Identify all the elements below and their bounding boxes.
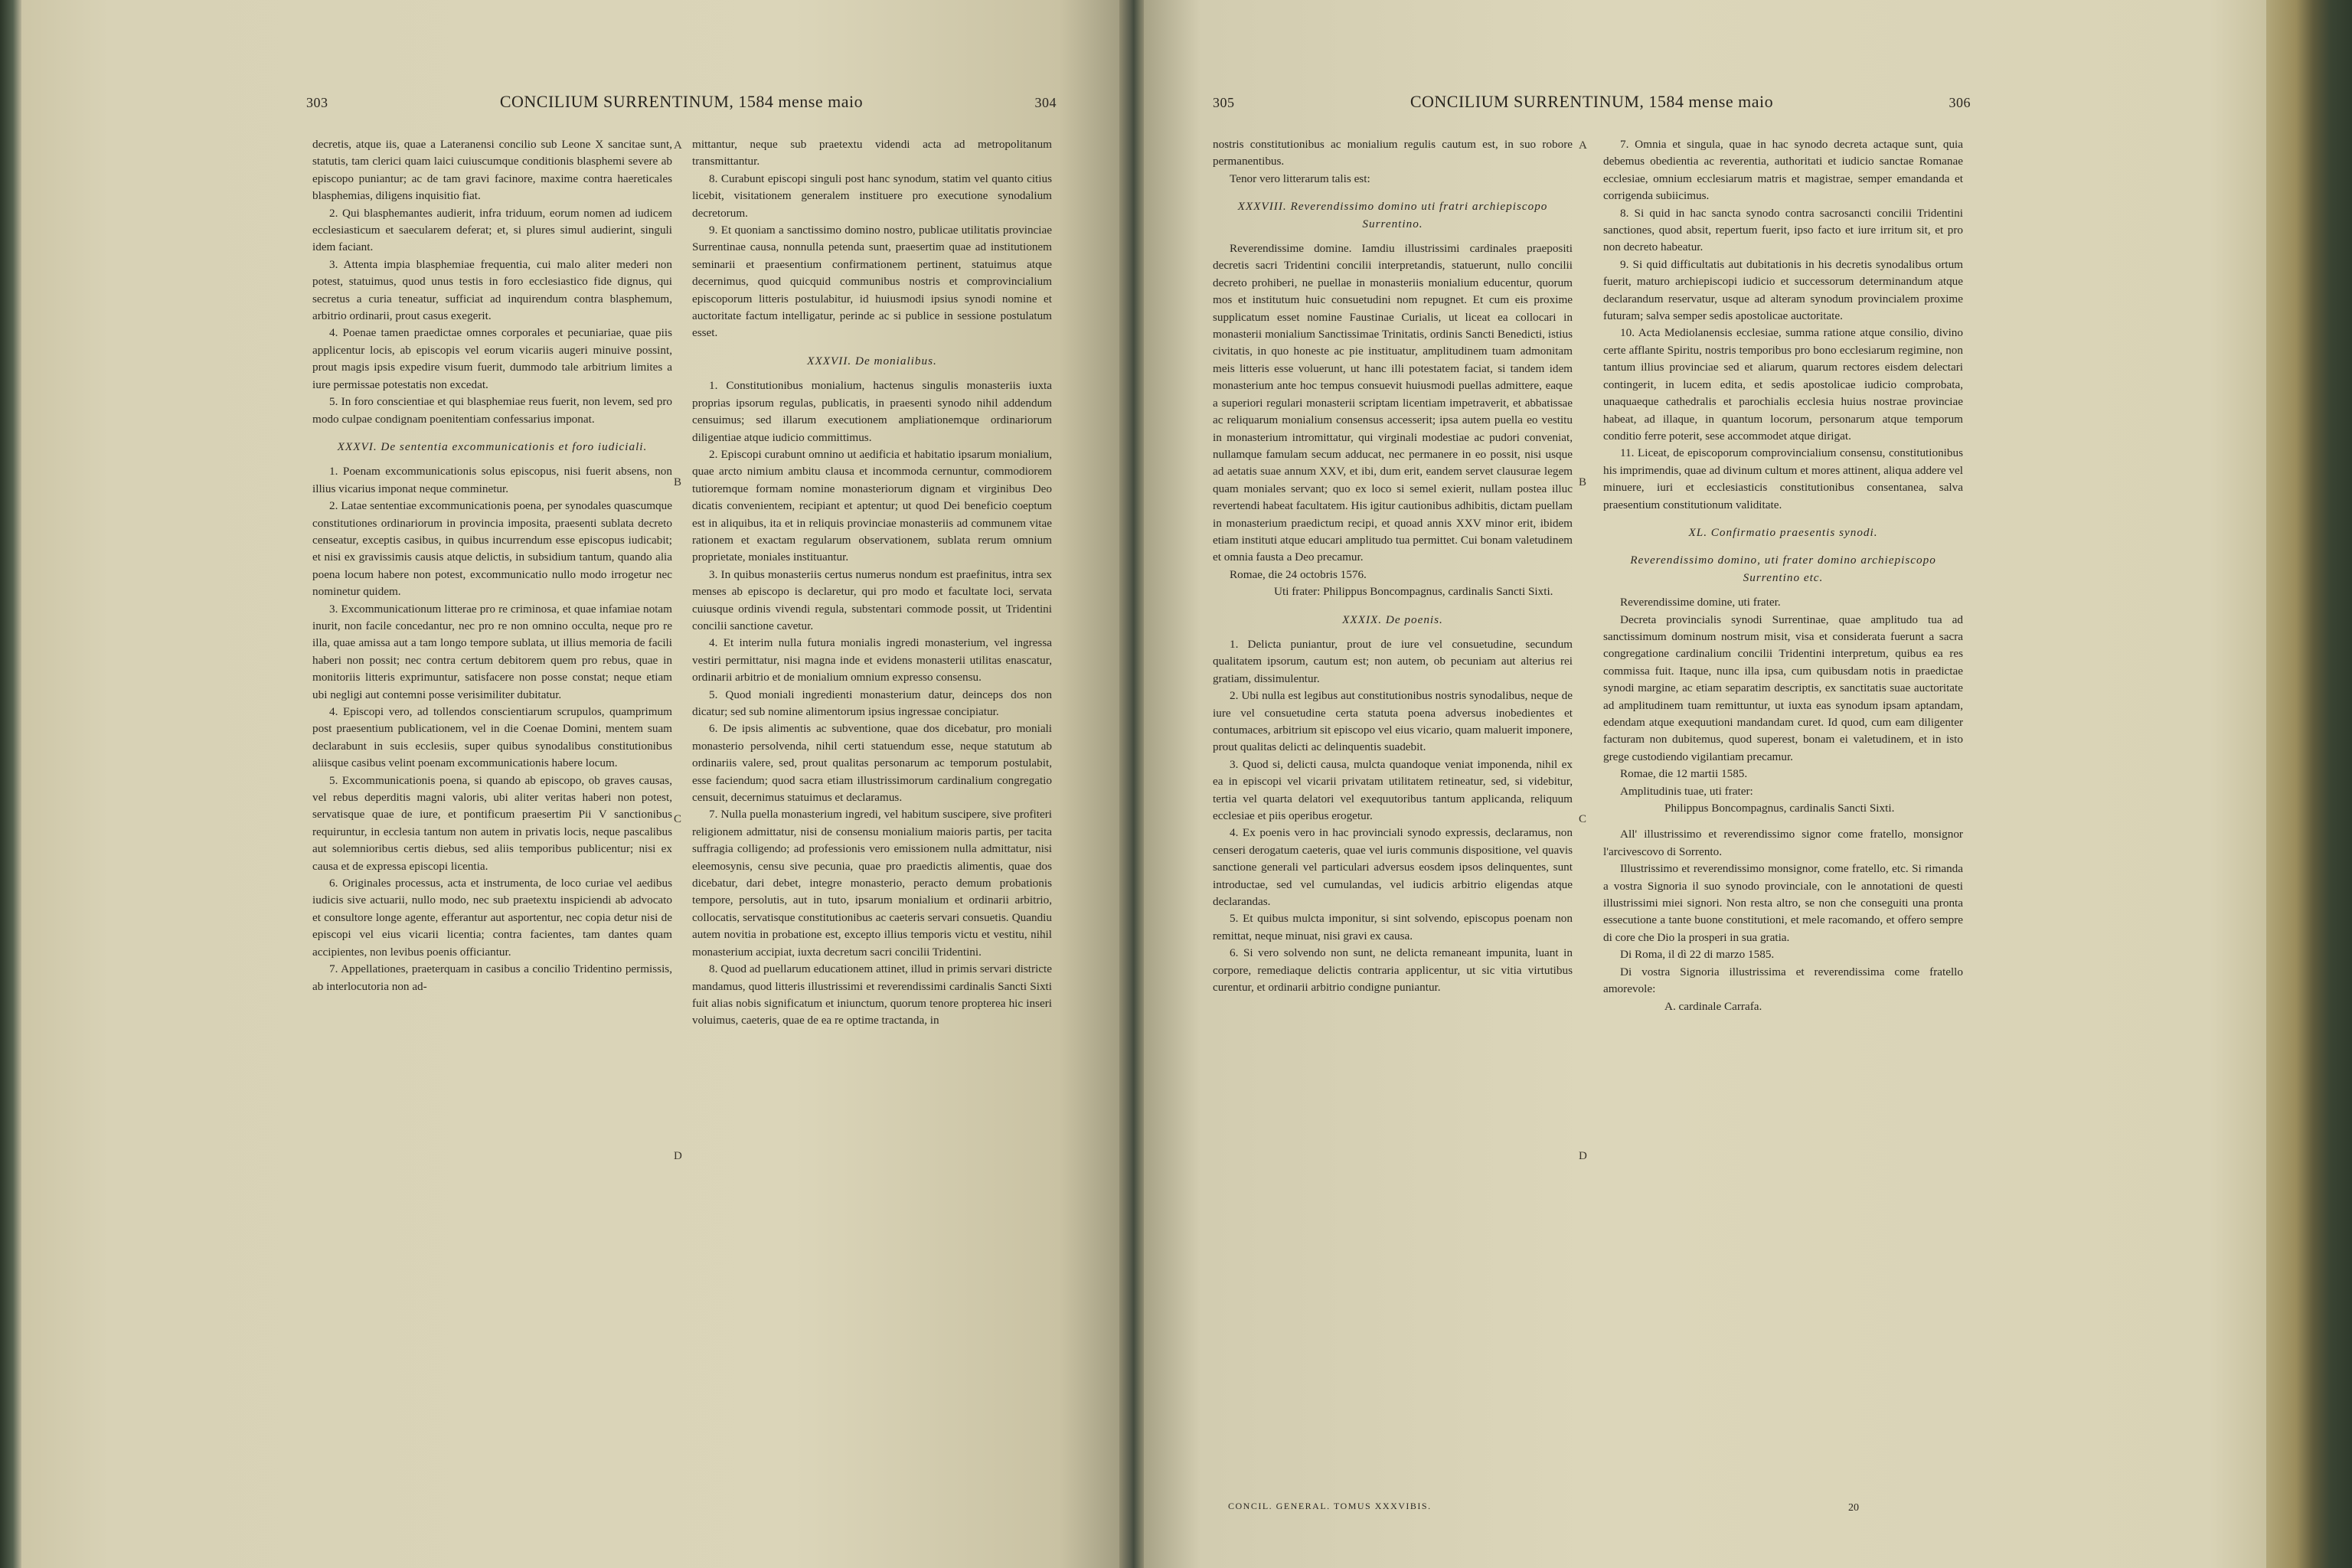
- paragraph: 5. Quod moniali ingredienti monasterium datur, deinceps dos non dicatur; sed sub nomine alimentorum ipsius ingressae concipiatur.: [692, 688, 1052, 718]
- section-heading: XL. Confirmatio praesentis synodi.: [1688, 525, 1878, 539]
- paragraph: 7. Nulla puella monasterium ingredi, vel habitum suscipere, sive profiteri religionem admittatur, nisi de consensu monialium maioris partis, per tacita suffragia colligendo; ad professionis vero emissionem nulla admittatur, nisi eleemosynis, censu sive pecunia, quae pro praedictis alimentis, quae dos dicebatur, dari debet, integre monasterio, peracto demum probationis tempore, persolutis, aut in tuto, ipsarum monialium et ordinarii arbitrio, collocatis, servatisque constitutionibus ac caeteris servari consuetis. Quandiu autem novitia in probatione est, excepto illius temporis victu et vestitu, nihil monasterium accipiat, iuxta decretum sacri concilii Tridentini.: [692, 808, 1052, 959]
- paragraph: Decreta provincialis synodi Surrentinae, quae amplitudo tua ad sanctissimum dominum nostrum misit, visa et considerata fuerunt a sacra congregatione cardinalium concilii Tridentini interpretum, quibus ea res commissa fuit. Itaque, nunc illa ipsa, cum quibusdam notis in praedictae synodi margine, ac etiam separatim descriptis, ex sanctitatis suae auctoritate ad amplitudinem tuam remittuntur, ut iuxta eas synodum ipsam aptandam, edendam atque exequutioni mandandam curet. Id quod, cum eam diligenter facturam non dubitemus, quod superest, bonam ei valetudinem, et in isto grege custodiendo vigilantiam precamur.: [1603, 612, 1963, 763]
- margin-marker-c: C: [1579, 813, 1587, 825]
- margin-marker-d: D: [674, 1150, 682, 1162]
- running-title: CONCILIUM SURRENTINUM, 1584 mense maio: [1410, 92, 1774, 111]
- paragraph: 1. Constitutionibus monialium, hactenus singulis monasteriis iuxta proprias ipsorum regulas, publicatis, in praesenti synodo nihil addendum censuimus; sed illarum executionem ampliationemque ordinariorum diligentiae atque iudicio committimus.: [692, 379, 1052, 444]
- paragraph: 1. Poenam excommunicationis solus episcopus, nisi fuerit absens, non illius vicarius imponat neque comminetur.: [312, 465, 672, 495]
- paragraph: 6. De ipsis alimentis ac subventione, quae dos dicebatur, pro moniali monasterio persolvenda, nihil certi statuendum esse, neque statutum ab ordinariis valere, sed, prout qualitas personarum ac temporum postulabit, esse faciendum; quod sacra etiam illustrissimorum cardinalium congregatio censuit, decernimus statuimus et declaramus.: [692, 722, 1052, 805]
- margin-marker-c: C: [674, 813, 682, 825]
- page-number-305: 305: [1213, 95, 1235, 110]
- running-title: CONCILIUM SURRENTINUM, 1584 mense maio: [499, 92, 864, 111]
- sheet-number: 20: [1848, 1502, 1859, 1514]
- right-page-header: [1213, 92, 1971, 122]
- paragraph: 3. Excommunicationum litterae pro re criminosa, et quae infamiae notam inurit, non facile concedantur, nec pro re non omnino occulta, neque pro re illa, quae amissa aut a tam longo tempore sublata, ut illius memoria de facili haberi non possit; nec contra certum debitorem quem pro rebus, quae in monitoriis litteris exprimuntur, satisfacere non posse constat; neque etiam ubi negligi aut contemni posse verisimiliter dubitatur.: [312, 602, 672, 701]
- paragraph-gap: [1603, 817, 1963, 826]
- paragraph: 4. Poenae tamen praedictae omnes corporales et pecuniariae, quae piis applicentur locis, ab episcopis vel eorum vicariis augeri minuive possint, prout magis ipsis expedire visum fuerit, dummodo tale arbitrium limites a iure permissae potestatis non excedat.: [312, 326, 672, 391]
- section-heading: XXXVII. De monialibus.: [807, 354, 937, 368]
- right-column-1: [1213, 136, 1573, 1507]
- paragraph: 2. Ubi nulla est legibus aut constitutionibus nostris synodalibus, neque de iure vel consuetudine certa statuta poena adversus inobedientes et contumaces, arbitrium sit episcopo vel eius vicario, quam maluerit imponere, prout qualitas delicti ac delinquentis suadebit.: [1213, 689, 1573, 754]
- volume-footer: CONCIL. GENERAL. TOMUS XXXVIBIS.: [1228, 1501, 1432, 1511]
- section-heading: XXXVI. De sententia excommunicationis et foro iudiciali.: [337, 439, 648, 453]
- paragraph: Reverendissime domine, uti frater.: [1620, 596, 1781, 609]
- paragraph: 10. Acta Mediolanensis ecclesiae, summa ratione atque consilio, divino certe afflante Spiritu, nostris temporibus pro bono ecclesiarum regimine, non tantum illius provinciae sed et aliarum, quarum rectores eisdem delectari contingerit, in lucem edita, et sedis apostolicae iudicio comprobata, unaquaeque cathedralis et parochialis ecclesia huius nostrae provinciae habeat, ad illaque, in quantum locorum, personarum atque temporum conditio ferre poterit, sese accommodet atque dirigat.: [1603, 326, 1963, 443]
- paragraph: 7. Appellationes, praeterquam in casibus a concilio Tridentino permissis, ab interlocutoria non ad-: [312, 962, 672, 993]
- page-number-304: 304: [1034, 95, 1057, 110]
- margin-marker-d: D: [1579, 1150, 1587, 1162]
- paragraph: 2. Episcopi curabunt omnino ut aedificia et habitatio ipsarum monialium, quae arcto nimium ambitu clausa et incommoda cernuntur, commodiorem tutioremque formam nomine monasteriorum dignam et virginibus Deo dicatis convenientem, recipiant et aptentur; ut quod Dei beneficio coeptum est in aliquibus, ita et in reliquis provinciae monasteriis ad communem vitae rationem et exactam regularum observationem, sublata rerum omnium proprietate, moniales instituantur.: [692, 447, 1052, 564]
- paragraph: 11. Liceat, de episcoporum comprovincialium consensu, constitutionibus his imprimendis, quae ad divinum cultum et mores attinent, aliqua addere vel minuere, iuri et ecclesiasticis constitutionibus consentanea, salva praesentium constitutionum validitate.: [1603, 446, 1963, 511]
- book-gutter: [1119, 0, 1145, 1568]
- paragraph: 1. Delicta puniantur, prout de iure vel consuetudine, secundum qualitatem ipsorum, cautum est; non autem, ob pecuniam aut alterius rei gratiam, dissimulentur.: [1213, 637, 1573, 685]
- book-edge-right: [2266, 0, 2352, 1568]
- paragraph: 2. Latae sententiae excommunicationis poena, per synodales quascumque constitutiones ordinariorum in provincia imposita, praesenti sublata decreto censeatur, exceptis casibus, in quibus incurrendum esse episcopus iudicabit; et nisi ex gravissimis causis atque delictis, in subsidium tantum, quando alia poena locum habere non potest, excommunicatio nullo modo irrogetur nec nominetur quidem.: [312, 499, 672, 599]
- paragraph: 5. Et quibus mulcta imponitur, si sint solvendo, episcopus poenam non remittat, neque minuat, nisi gravi ex causa.: [1213, 912, 1573, 942]
- left-column-2: [692, 136, 1052, 1507]
- paragraph: 5. Excommunicationis poena, si quando ab episcopo, ob graves causas, vel rebus deperditis magni valoris, ubi aliter veritas haberi non potest, servatisque quae de iure, et pontificum praesertim Pii V sanctionibus requiruntur, in ecclesia tantum non autem in privatis locis, neque pascalibus aut solemnioribus certis diebus, sed aliis temporibus publicentur; nisi ex causa et de expressa episcopi licentia.: [312, 773, 672, 873]
- paragraph: Illustrissimo et reverendissimo monsignor, come fratello, etc. Si rimanda a vostra Signoria il suo synodo provinciale, con le annotationi de questi illustrissimi miei signori. Non resta altro, se non che conseguiti una pronta essecutione a tante buone constitutioni, et mele racomando, et offero sempre di core che Dio la prosperi in sua gratia.: [1603, 862, 1963, 944]
- right-page: [1144, 0, 2266, 1568]
- left-page-header: [306, 92, 1057, 122]
- paragraph: 3. Attenta impia blasphemiae frequentia, cui malo aliter mederi non potest, statuimus, quod unus testis in foro ecclesiastico fide dignus, qui secretus a curia teneatur, sufficiat ad inquirendum contra blasphemum, arbitrio ordinarii, prout casus exegerit.: [312, 257, 672, 323]
- paragraph: Reverendissime domine. Iamdiu illustrissimi cardinales praepositi decretis sacri Tridentini concilii interpretandis, statuerunt, nullo concilii decreto prohiberi, ne puellae in monasteriis monialium educentur, quorum mos et institutum huic consuetudini nom repugnet. Et cum eis proxime supplicatum esset nomine Faustinae Curialis, ut liceat ea collocari in monasterii monialium Sanctissimae Trinitatis, ordinis Sancti Benedicti, istius civitatis, in quo honeste ac pie instituatur, amplitudinem tuam admonitam meis litteris esse voluerunt, ut hanc illi potestatem faciat, si tandem idem monasterium ante hoc tempus consuevit huiusmodi puellas admittere, eaque a superiori regulari monasterii scriptam licentiam impetraverit, et abbatissae ac reliquarum monialium consensus accesserit; ipsa autem puella eo vestitu in monasterium intromittatur, qui virginali modestiae ac pudori conveniat, nullamque famulam secum adducat, nec permanere in eo possit, nisi usque ad aetatis suae annum XXV, et ibi, dum erit, eandem servet clausurae legem quam moniales servant; quo ex loco si semel exierit, nullam postea illuc revertendi habeat facultatem. His igitur cautionibus adhibitis, dictam puellam in monasterium praedictum recipi, et quoad annis XXV minor erit, ibidem etiam instituti atque educari amplitudo tua permittet. Cui bonam valetudinem et omnia fausta a Deo precamur.: [1213, 242, 1573, 564]
- paragraph: nostris constitutionibus ac monialium regulis cautum est, in suo robore permanentibus.: [1213, 138, 1573, 168]
- paragraph: 3. In quibus monasteriis certus numerus nondum est praefinitus, intra sex menses ab episcopo is declaretur, qui pro modo et facultate loci, servata cuiusque ordinis vivendi regula, substentari commode possit, ut Tridentini concilii sanctione cavetur.: [692, 567, 1052, 632]
- paragraph: 6. Originales processus, acta et instrumenta, de loco curiae vel aedibus iudicis sive actuarii, nullo modo, nec sub praetextu inspiciendi ab advocato et consultore longe agente, efferantur aut asportentur, nec copia detur nisi de episcopi vel eius vicarii licentia; contra facientes, tam dantes quam accipientes, non levibus poenis officiantur.: [312, 877, 672, 959]
- paragraph: 8. Quod ad puellarum educationem attinet, illud in primis servari districte mandamus, quod litteris illustrissimi et reverendissimi cardinalis Sancti Sixti fuit alias nobis significatum et iniunctum, quorum tenore propterea hic inseri voluimus, caeteris, quae de ea re optime tractanda, in: [692, 962, 1052, 1027]
- paragraph: 7. Omnia et singula, quae in hac synodo decreta actaque sunt, quia debemus obedientia ac reverentia, authoritati et iudicio sanctae Romanae ecclesiae, omnium ecclesiarum matris et magistrae, semper emandanda et corrigenda subiicimus.: [1603, 138, 1963, 203]
- paragraph: Di vostra Signoria illustrissima et reverendissima come fratello amorevole:: [1603, 965, 1963, 996]
- paragraph: Amplitudinis tuae, uti frater:: [1620, 784, 1753, 798]
- paragraph: Romae, die 12 martii 1585.: [1620, 767, 1748, 781]
- paragraph: Di Roma, il dì 22 di marzo 1585.: [1620, 948, 1775, 962]
- margin-marker-b: B: [1579, 476, 1587, 488]
- margin-marker-a: A: [1579, 139, 1587, 152]
- paragraph: 4. Ex poenis vero in hac provinciali synodo expressis, declaramus, non censeri derogatum caeteris, quae vel iuris communis dispositione, vel quavis sanctione generali vel particulari adversus eosdem ipsos delinquentes, sunt introductae, sed vel cumulandas, vel iudicis arbitrio eligendas atque declarandas.: [1213, 826, 1573, 909]
- paragraph: 9. Si quid difficultatis aut dubitationis in his decretis synodalibus ortum fuerit, maturo archiepiscopi iudicio et successorum determinandum atque declarandum reservatur, usque ad alteram synodum provincialem proxime futuram; salva semper sedis apostolicae auctoritate.: [1603, 257, 1963, 323]
- signature-line: Philippus Boncompagnus, cardinalis Sancti Sixti.: [1664, 802, 1895, 815]
- paragraph: Tenor vero litterarum talis est:: [1230, 172, 1370, 185]
- paragraph: 6. Si vero solvendo non sunt, ne delicta remaneant impunita, luant in corpore, remediaque delictis contraria applicentur, ut sic vitia virtutibus curentur, et ordinarii arbitrio condigne puniantur.: [1213, 946, 1573, 995]
- paragraph: All' illustrissimo et reverendissimo signor come fratello, monsignor l'arcivescovo di Sorrento.: [1603, 828, 1963, 858]
- section-heading: XXXVIII. Reverendissimo domino uti fratri archiepiscopo Surrentino.: [1237, 200, 1548, 230]
- book-edge-left: [0, 0, 21, 1568]
- paragraph: 3. Quod si, delicti causa, mulcta quandoque veniat imponenda, nihil ex ea in episcopi vel vicarii privatam utilitatem retineatur, sed, si videbitur, tertia vel quarta delatori vel exequutoribus tantum applicanda, reliquum ecclesiae et piis operibus erogetur.: [1213, 757, 1573, 823]
- paragraph: decretis, atque iis, quae a Lateranensi concilio sub Leone X sancitae sunt, statutis, tam clerici quam laici cuiuscumque conditionis blasphemi severe ab episcopo puniantur; ac de tam gravi facinore, maxime contra haereticales blasphemias, diligens inquisitio fiat.: [312, 138, 672, 203]
- paragraph: mittantur, neque sub praetextu videndi acta ad metropolitanum transmittantur.: [692, 138, 1052, 168]
- right-column-2: [1603, 136, 1963, 1507]
- paragraph: 5. In foro conscientiae et qui blasphemiae reus fuerit, non levem, sed pro modo culpae condignam poenitentiam confessarius imponat.: [312, 395, 672, 426]
- page-number-303: 303: [306, 95, 328, 110]
- paragraph: 9. Et quoniam a sanctissimo domino nostro, publicae utilitatis provinciae Surrentinae causa, nonnulla petenda sunt, praesertim quae ad institutionem seminarii et praesentium confirmationem pertinent, statuimus atque decernimus, quod quicquid communibus nostris et comprovincialium episcoporum litteris postulabitur, id huiusmodi ipsius synodi nomine et auctoritate factum intelligatur, perinde ac si publice in sessione postulatum esset.: [692, 224, 1052, 340]
- section-heading: Reverendissimo domino, uti frater domino archiepiscopo Surrentino etc.: [1630, 554, 1936, 584]
- margin-marker-b: B: [674, 476, 682, 488]
- paragraph: 8. Curabunt episcopi singuli post hanc synodum, statim vel quanto citius licebit, visitationem generalem instituere pro executione synodalium decretorum.: [692, 172, 1052, 220]
- left-page: [21, 0, 1125, 1568]
- paragraph: 8. Si quid in hac sancta synodo contra sacrosancti concilii Tridentini sanctiones, quod absit, repertum fuerit, ipso facto et iure irritum sit, et pro non decreto habeatur.: [1603, 206, 1963, 254]
- margin-marker-a: A: [674, 139, 682, 152]
- paragraph: 2. Qui blasphemantes audierit, infra triduum, eorum nomen ad iudicem ecclesiasticum et saecularem deferat; et, si plures simul audierint, singuli idem faciant.: [312, 206, 672, 254]
- signature-line: Uti frater: Philippus Boncompagnus, cardinalis Sancti Sixti.: [1274, 585, 1553, 599]
- paragraph: 4. Episcopi vero, ad tollendos conscientiarum scrupulos, quamprimum post praesentium publicationem, vel in die Coenae Domini, mentem suam declarabunt in suis ecclesiis, super quibus synodalibus constitutionibus aliisque casibus velint poenam excommunicationis habere locum.: [312, 705, 672, 770]
- signature-line: A. cardinale Carrafa.: [1664, 999, 1762, 1013]
- paragraph: 4. Et interim nulla futura monialis ingredi monasterium, vel ingressa vestiri permittatur, nisi magna inde et evidens monasterii utilitas enascatur, ordinarii arbitrio et de monialium omnium expresso consensu.: [692, 636, 1052, 684]
- section-heading: XXXIX. De poenis.: [1342, 612, 1443, 626]
- paragraph: Romae, die 24 octobris 1576.: [1230, 567, 1367, 581]
- left-column-1: [312, 136, 672, 1507]
- page-number-306: 306: [1949, 95, 1971, 110]
